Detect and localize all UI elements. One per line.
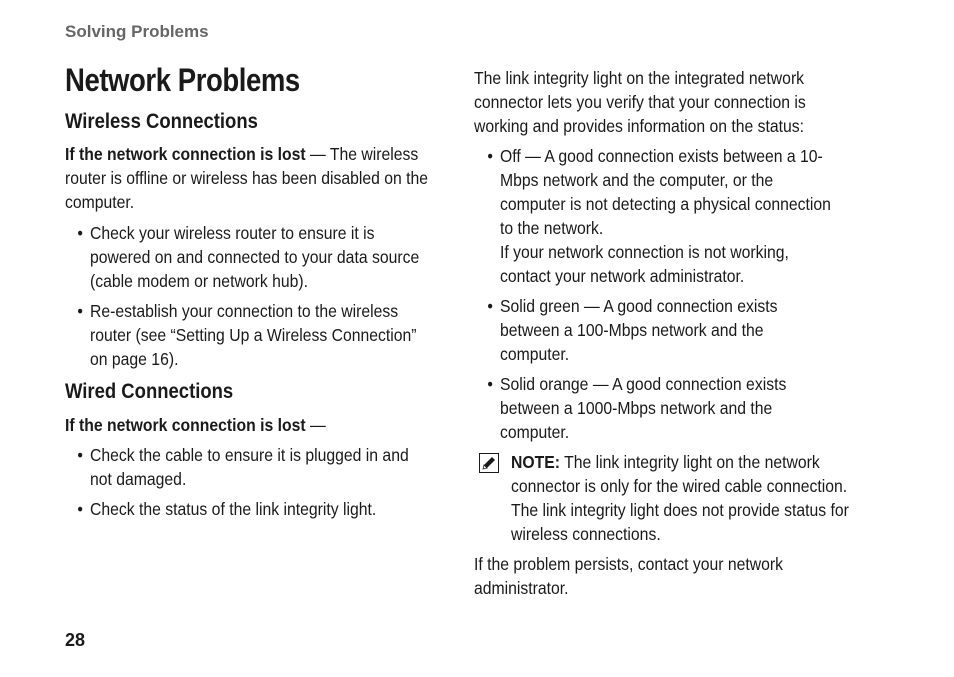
wired-bullet-text: Check the cable to ensure it is plugged in and not damaged. — [90, 445, 409, 489]
wired-bullet-text: Check the status of the link integrity light. — [90, 499, 377, 519]
wireless-lead-text: — The wireless router is offline or wireless has been disabled on the computer. — [65, 144, 429, 212]
link-light-intro: The link integrity light on the integrated network connector lets you verify that your connection is working and provides information on the status: — [474, 68, 806, 136]
status-bullet-text: Solid orange — A good connection exists between a 1000-Mbps network and the computer. — [500, 374, 787, 442]
wired-lead-bold: If the network connection is lost — [65, 415, 306, 435]
wireless-bullet-text: Check your wireless router to ensure it is powered on and connected to your data source (cable modem or network hub). — [90, 223, 420, 291]
bullet-dot: • — [77, 301, 83, 321]
off-followup: If your network connection is not working, contact your network administrator. — [500, 242, 789, 286]
bullet-dot: • — [487, 296, 493, 316]
note-pencil-icon — [479, 453, 499, 473]
page-number: 28 — [65, 630, 86, 650]
note-label: NOTE: — [511, 452, 561, 472]
note-text — [511, 450, 862, 546]
bullet-dot: • — [487, 146, 493, 166]
bullet-dot: • — [77, 499, 83, 519]
page-title: Network Problems — [65, 62, 300, 98]
bullet-dot: • — [77, 223, 83, 243]
wired-lead — [65, 413, 434, 437]
wireless-lead — [65, 142, 430, 214]
status-bullet-orange — [487, 372, 833, 444]
wireless-lead-bold: If the network connection is lost — [65, 144, 306, 164]
wireless-bullet-1 — [77, 221, 437, 293]
note-body: The link integrity light on the network connector is only for the wired cable connection. The link integrity light does not provide status for wireless connections. — [511, 452, 849, 544]
bullet-dot: • — [77, 445, 83, 465]
bullet-dot: • — [487, 374, 493, 394]
wireless-heading: Wireless Connections — [65, 110, 258, 133]
wired-lead-text: — — [305, 415, 326, 435]
status-bullet-green — [487, 294, 833, 366]
wired-bullet-2 — [77, 497, 441, 521]
wired-bullet-1 — [77, 443, 432, 491]
section-label: Solving Problems — [65, 22, 209, 41]
status-bullet-off — [487, 144, 833, 288]
wireless-bullet-2 — [77, 299, 437, 371]
status-bullet-text: Off — A good connection exists between a 10-Mbps network and the computer, or the computer is not detecting a physical connection to the network. — [500, 146, 831, 238]
wired-heading: Wired Connections — [65, 380, 234, 403]
closing-text: If the problem persists, contact your network administrator. — [474, 554, 784, 598]
wireless-bullet-text: Re-establish your connection to the wireless router (see “Setting Up a Wireless Connection” on page 16). — [90, 301, 417, 369]
status-bullet-text: Solid green — A good connection exists between a 100-Mbps network and the computer. — [500, 296, 778, 364]
